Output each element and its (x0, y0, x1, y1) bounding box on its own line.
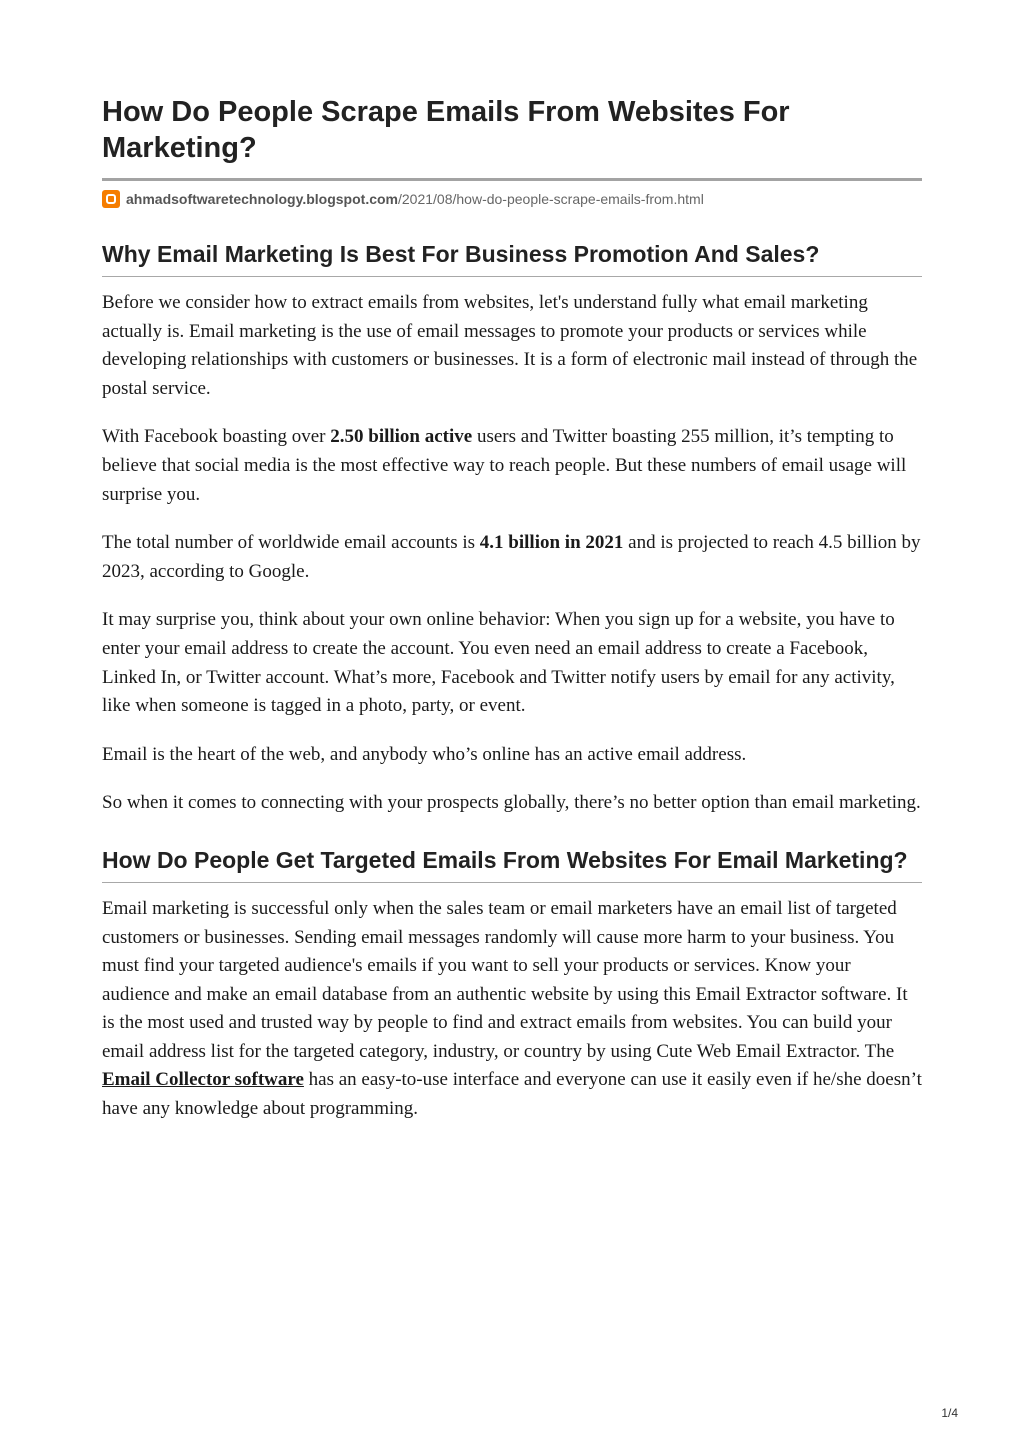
paragraph-text: has an easy-to-use interface and everyone can use it easily even if he/she doesn’t have any knowledge about programming. (102, 1069, 922, 1120)
section-heading-targeted-emails: How Do People Get Targeted Emails From Websites For Email Marketing? (102, 844, 922, 883)
page-title: How Do People Scrape Emails From Websites For Marketing? (102, 96, 790, 164)
email-collector-link[interactable]: Email Collector software (102, 1069, 304, 1091)
bold-stat: 4.1 billion in 2021 (479, 532, 624, 554)
paragraph: It may surprise you, think about your own online behavior: When you sign up for a website, you have to enter your email address to create the account. You even need an email address to create a Facebook, Linked In, or Twitter account. What’s more, Facebook and Twitter notify users by email for any activity, like when someone is tagged in a photo, party, or event. (102, 609, 895, 717)
paragraph: Email is the heart of the web, and anybody who’s online has an active email address. (102, 743, 747, 765)
blogger-icon (102, 190, 120, 208)
bold-stat: 2.50 billion active (330, 426, 473, 448)
paragraph-text: With Facebook boasting over (102, 426, 331, 448)
paragraph (102, 423, 922, 509)
source-url[interactable] (102, 190, 922, 208)
title-divider (102, 178, 922, 181)
paragraph (102, 529, 922, 586)
section-heading-why-email-marketing: Why Email Marketing Is Best For Business Promotion And Sales? (102, 238, 922, 277)
article (102, 94, 922, 1124)
paragraph: So when it comes to connecting with your prospects globally, there’s no better option than email marketing. (102, 792, 921, 814)
source-path[interactable]: /2021/08/how-do-people-scrape-emails-from.html (398, 191, 704, 207)
paragraph: Before we consider how to extract emails from websites, let's understand fully what email marketing actually is. Email marketing is the use of email messages to promote your products or services while developing relationships with customers or businesses. It is a form of electronic mail instead of through the postal service. (102, 292, 918, 399)
source-domain[interactable]: ahmadsoftwaretechnology.blogspot.com (126, 191, 398, 207)
paragraph-text: users and Twitter boasting 255 million, it’s tempting to believe that social media is the most effective way to reach people. But these numbers of email usage will surprise you. (102, 426, 907, 505)
paragraph-text: The total number of worldwide email accounts is (102, 532, 480, 554)
paragraph-text: and is projected to reach 4.5 billion by 2023, according to Google. (102, 532, 921, 582)
page-number: 1/4 (941, 1406, 958, 1420)
paragraph (102, 895, 922, 1124)
paragraph-text: Email marketing is successful only when the sales team or email marketers have an email list of targeted customers or businesses. Sending email messages randomly will cause more harm to your business. You must find your targeted audience's emails if you want to sell your products or services. Know your audience and make an email database from an authentic website by using this Email Extractor software. It is the most used and trusted way by people to find and extract emails from websites. You can build your email address list for the targeted category, industry, or country by using Cute Web Email Extractor. The (102, 897, 908, 1062)
